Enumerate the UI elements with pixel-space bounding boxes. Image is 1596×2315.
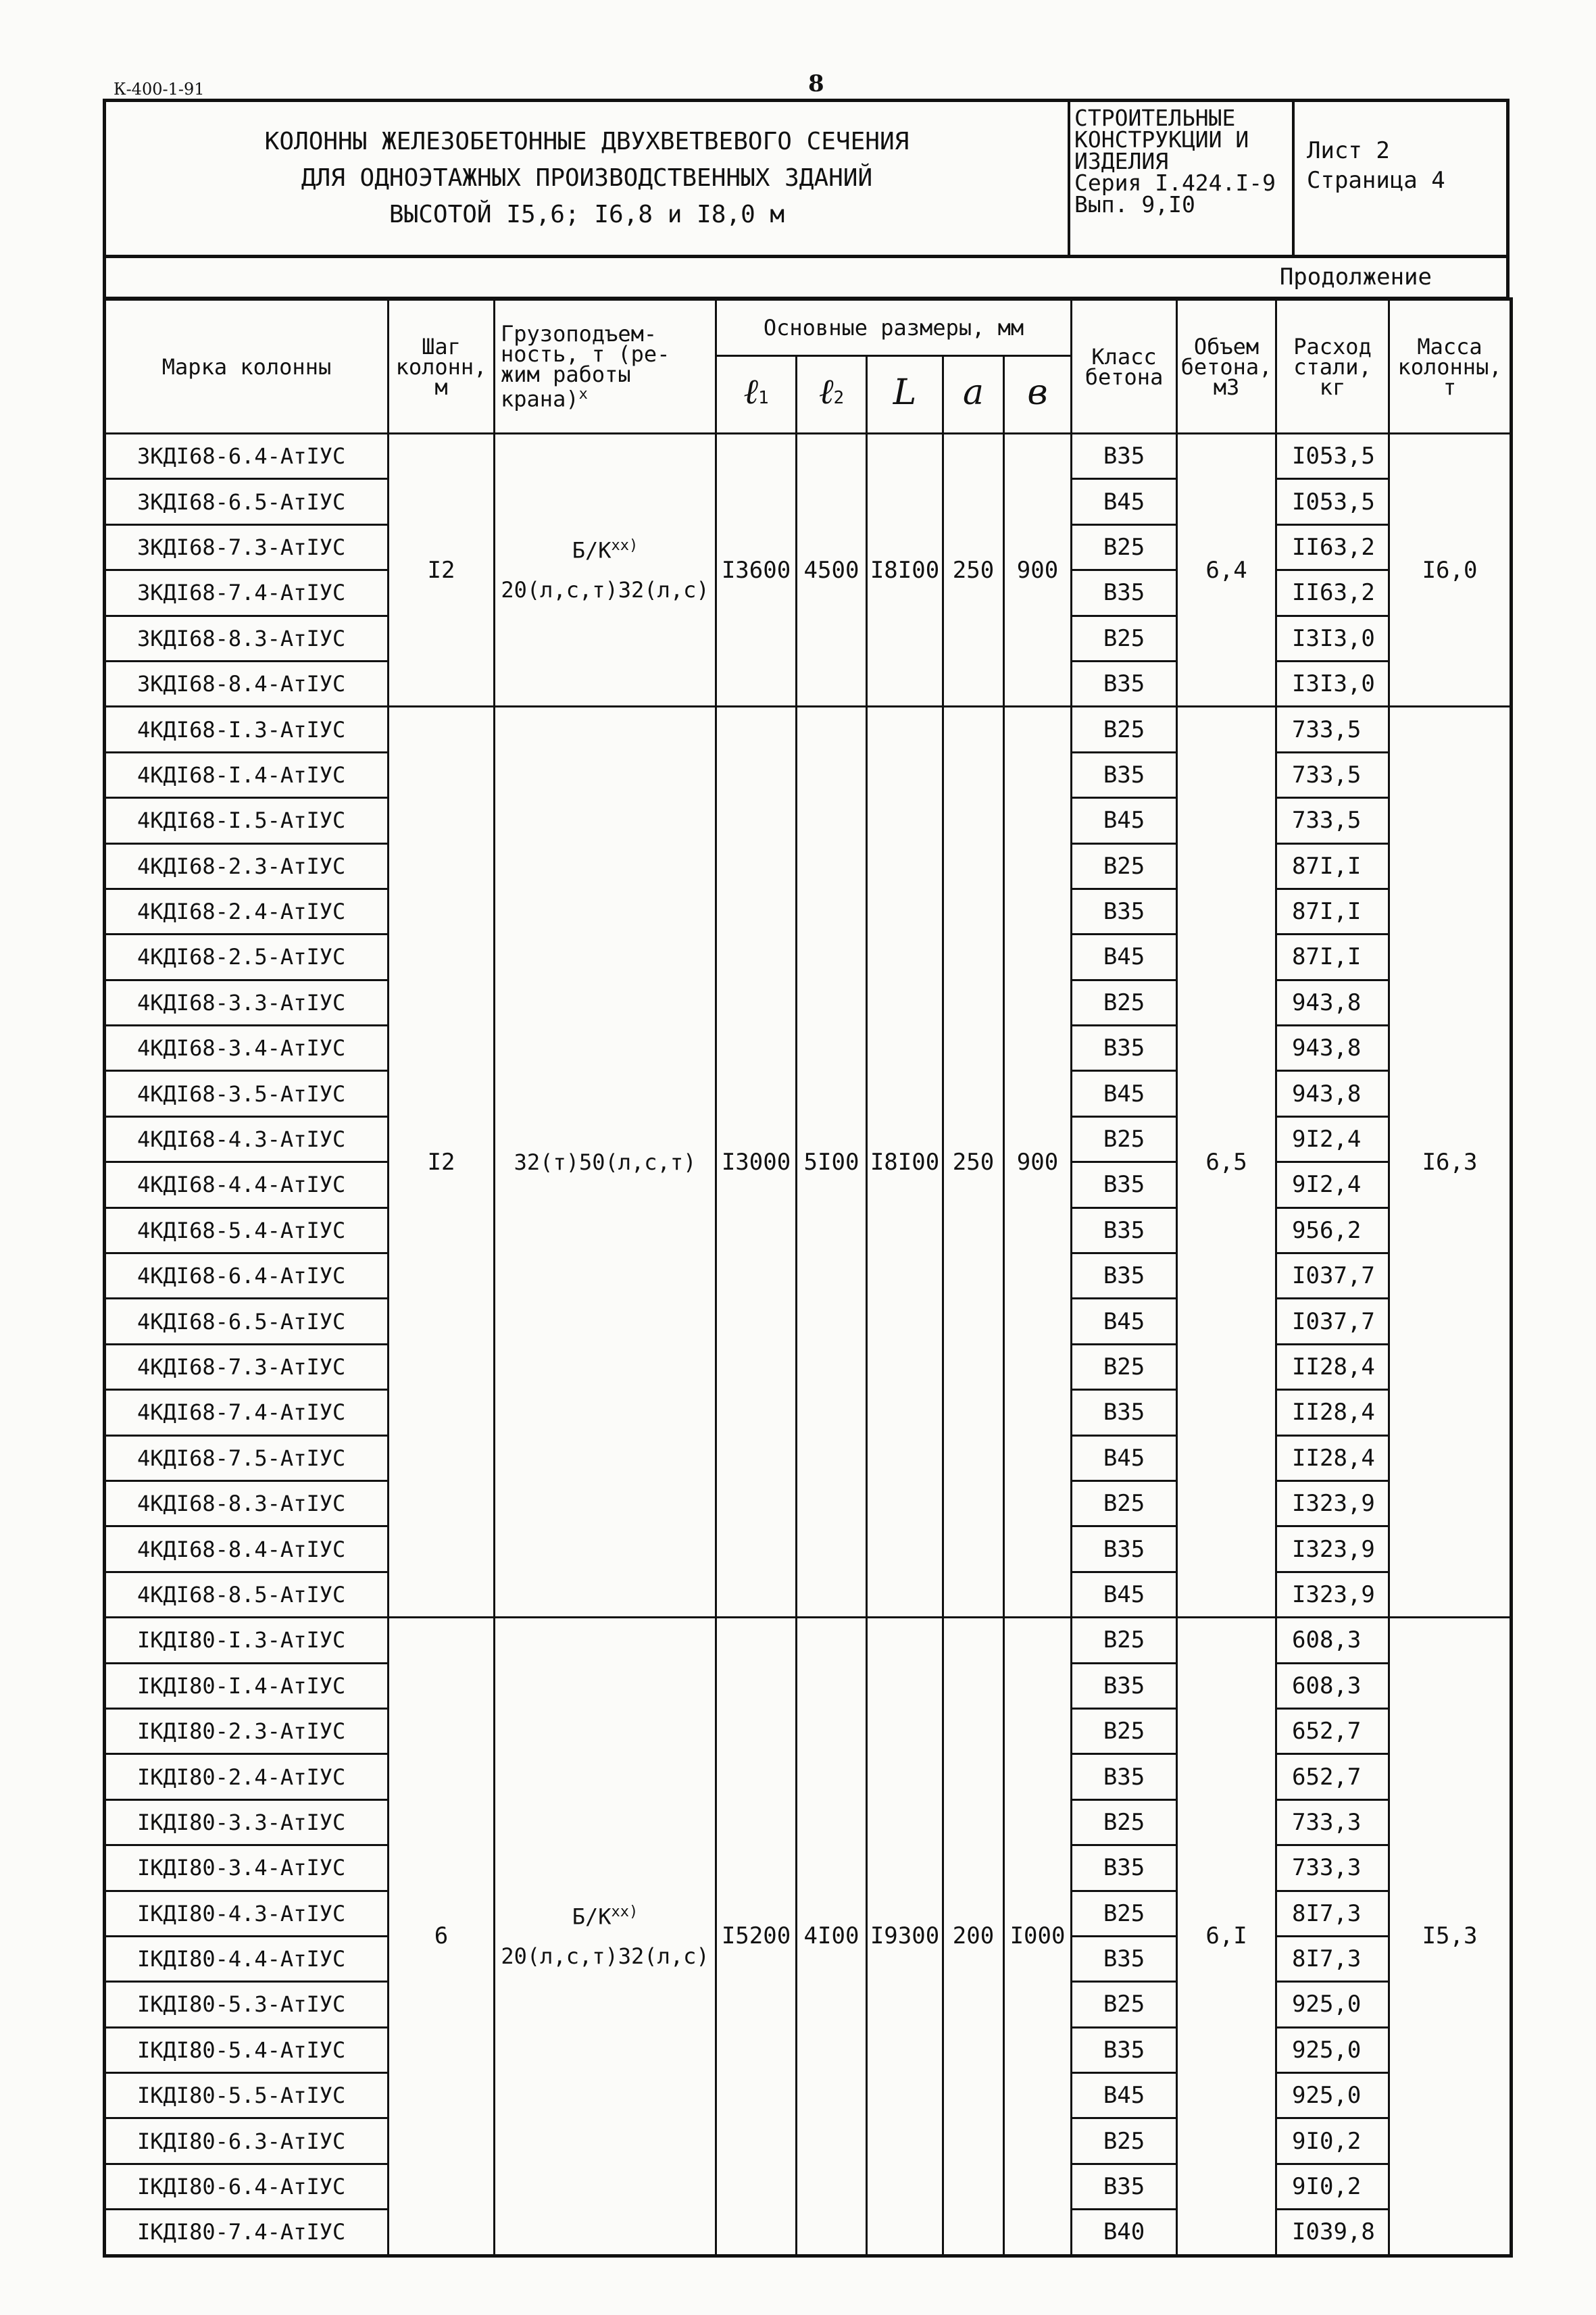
steel-consumption: II28,4 (1276, 1435, 1389, 1480)
page-number: 8 (808, 70, 824, 97)
column-mark: 3КДI68-6.5-АтIУС (105, 479, 389, 524)
steel-consumption: 9I2,4 (1276, 1162, 1389, 1208)
dim-l1: I3000 (716, 707, 797, 1618)
concrete-class: В35 (1072, 752, 1177, 797)
column-mark: 3КДI68-7.4-АтIУС (105, 570, 389, 616)
column-mark: 4КДI68-5.4-АтIУС (105, 1208, 389, 1253)
column-mark: 4КДI68-4.3-АтIУС (105, 1116, 389, 1162)
concrete-class: В25 (1072, 2118, 1177, 2164)
dim-subscript: 1 (758, 387, 769, 408)
crane-mode (495, 1903, 715, 1930)
col-header-l1 (716, 356, 797, 434)
dim-l1: I3600 (716, 434, 797, 707)
column-mark: 3КДI68-7.3-АтIУС (105, 524, 389, 570)
column-mark: 4КДI68-I.4-АтIУС (105, 752, 389, 797)
column-mark: IКДI80-4.4-АтIУС (105, 1936, 389, 1981)
col-header-a (943, 356, 1004, 434)
steel-consumption: II63,2 (1276, 570, 1389, 616)
dim-symbol: L (893, 372, 917, 413)
col-header-step: Шаг колонн, м (389, 299, 495, 434)
concrete-class: В35 (1072, 1526, 1177, 1572)
concrete-class: В35 (1072, 570, 1177, 616)
column-mark: IКДI80-I.4-АтIУС (105, 1663, 389, 1708)
crane-mode (495, 537, 715, 564)
dim-L: I8I00 (867, 707, 943, 1618)
steel-consumption: I3I3,0 (1276, 616, 1389, 661)
steel-consumption: II63,2 (1276, 524, 1389, 570)
concrete-class: В45 (1072, 935, 1177, 980)
steel-consumption: 733,5 (1276, 707, 1389, 752)
sheet-info (1295, 102, 1506, 255)
dim-L: I9300 (867, 1618, 943, 2256)
column-mark: IКДI80-5.4-АтIУС (105, 2027, 389, 2072)
crane-capacity (495, 434, 716, 707)
series-info (1070, 102, 1295, 255)
concrete-volume: 6,I (1177, 1618, 1276, 2256)
table-row (105, 707, 1512, 752)
column-mark: 4КДI68-7.3-АтIУС (105, 1344, 389, 1389)
concrete-class: В45 (1072, 2073, 1177, 2118)
concrete-class: В35 (1072, 1208, 1177, 1253)
concrete-class: В35 (1072, 2164, 1177, 2209)
crane-mode-text: Б/К (572, 538, 612, 564)
dim-a: 200 (943, 1618, 1004, 2256)
column-mark: 4КДI68-4.4-АтIУС (105, 1162, 389, 1208)
dim-symbol: в (1027, 372, 1048, 413)
steel-consumption: II28,4 (1276, 1390, 1389, 1435)
column-mark: IКДI80-6.3-АтIУС (105, 2118, 389, 2164)
column-mark: IКДI80-6.4-АтIУС (105, 2164, 389, 2209)
table-row (105, 1618, 1512, 1663)
concrete-class: В35 (1072, 1754, 1177, 1799)
column-mass: I6,3 (1389, 707, 1512, 1618)
steel-consumption: I053,5 (1276, 434, 1389, 479)
dim-symbol: ℓ (743, 371, 758, 412)
capacity-line: крана) (501, 386, 579, 412)
steel-consumption: 733,5 (1276, 752, 1389, 797)
steel-consumption: 652,7 (1276, 1754, 1389, 1799)
concrete-class: В25 (1072, 524, 1177, 570)
concrete-class: В25 (1072, 616, 1177, 661)
concrete-class: В45 (1072, 1435, 1177, 1480)
page-label: Страница 4 (1307, 167, 1445, 194)
concrete-volume: 6,5 (1177, 707, 1276, 1618)
document-title (106, 102, 1070, 255)
crane-mode-footnote: xx) (611, 537, 639, 555)
concrete-class: В25 (1072, 1344, 1177, 1389)
dim-symbol: ℓ (818, 371, 834, 412)
steel-consumption: 733,3 (1276, 1845, 1389, 1891)
column-mark: 3КДI68-6.4-АтIУС (105, 434, 389, 479)
sheet-label: Лист 2 (1307, 137, 1390, 164)
concrete-class: В25 (1072, 1891, 1177, 1936)
col-header-capacity (495, 299, 716, 434)
concrete-class: В25 (1072, 980, 1177, 1025)
concrete-class: В35 (1072, 889, 1177, 934)
steel-consumption: 943,8 (1276, 980, 1389, 1025)
concrete-class: В35 (1072, 1162, 1177, 1208)
col-header-L (867, 356, 943, 434)
column-mark: 3КДI68-8.3-АтIУС (105, 616, 389, 661)
steel-consumption: 943,8 (1276, 1071, 1389, 1116)
dim-l2: 4I00 (797, 1618, 867, 2256)
series-line: КОНСТРУКЦИИ И (1074, 126, 1249, 153)
column-mass: I6,0 (1389, 434, 1512, 707)
concrete-class: В25 (1072, 1799, 1177, 1845)
continuation-row (103, 258, 1510, 300)
steel-consumption: 608,3 (1276, 1618, 1389, 1663)
concrete-class: В35 (1072, 434, 1177, 479)
steel-consumption: I053,5 (1276, 479, 1389, 524)
column-mark: IКДI80-3.4-АтIУС (105, 1845, 389, 1891)
crane-capacity (495, 1618, 716, 2256)
series-line: ИЗДЕЛИЯ (1074, 148, 1169, 174)
dim-l2: 5I00 (797, 707, 867, 1618)
column-mark: 4КДI68-3.3-АтIУС (105, 980, 389, 1025)
crane-capacity (495, 707, 716, 1618)
column-mark: 4КДI68-3.4-АтIУС (105, 1026, 389, 1071)
column-mark: 4КДI68-6.4-АтIУС (105, 1253, 389, 1299)
dim-a: 250 (943, 434, 1004, 707)
capacity-footnote: x (578, 386, 588, 403)
steel-consumption: 925,0 (1276, 2073, 1389, 2118)
dim-b: I000 (1004, 1618, 1072, 2256)
dim-b: 900 (1004, 707, 1072, 1618)
steel-consumption: 87I,I (1276, 889, 1389, 934)
concrete-class: В45 (1072, 798, 1177, 843)
concrete-class: В40 (1072, 2210, 1177, 2256)
column-step: 6 (389, 1618, 495, 2256)
column-mark: 4КДI68-2.5-АтIУС (105, 935, 389, 980)
steel-consumption: I039,8 (1276, 2210, 1389, 2256)
document-code: К-400-1-91 (114, 80, 205, 99)
crane-mode-footnote: xx) (611, 1903, 639, 1921)
steel-consumption: 608,3 (1276, 1663, 1389, 1708)
columns-spec-table (103, 297, 1513, 2258)
col-header-volume: Объем бетона, м3 (1177, 299, 1276, 434)
steel-consumption: I323,9 (1276, 1480, 1389, 1526)
column-mark: 4КДI68-8.5-АтIУС (105, 1572, 389, 1617)
concrete-class: В25 (1072, 707, 1177, 752)
concrete-class: В35 (1072, 661, 1177, 706)
concrete-class: В35 (1072, 1253, 1177, 1299)
steel-consumption: 8I7,3 (1276, 1936, 1389, 1981)
steel-consumption: 956,2 (1276, 1208, 1389, 1253)
dim-l1: I5200 (716, 1618, 797, 2256)
concrete-class: В25 (1072, 1982, 1177, 2027)
continuation-label: Продолжение (1279, 264, 1432, 291)
column-mark: 4КДI68-3.5-АтIУС (105, 1071, 389, 1116)
column-mark: IКДI80-I.3-АтIУС (105, 1618, 389, 1663)
concrete-class: В25 (1072, 1480, 1177, 1526)
crane-mode-text: Б/К (572, 1903, 612, 1930)
crane-capacity-value: 20(л,с,т)32(л,с) (501, 1943, 709, 1969)
concrete-class: В35 (1072, 1845, 1177, 1891)
dim-subscript: 2 (833, 387, 845, 408)
title-line: КОЛОННЫ ЖЕЛЕЗОБЕТОННЫЕ ДВУХВЕТВЕВОГО СЕЧЕНИЯ (264, 128, 909, 155)
steel-consumption: 733,3 (1276, 1799, 1389, 1845)
col-header-mass: Масса колонны, т (1389, 299, 1512, 434)
steel-consumption: I037,7 (1276, 1253, 1389, 1299)
column-mark: IКДI80-5.5-АтIУС (105, 2073, 389, 2118)
steel-consumption: 87I,I (1276, 935, 1389, 980)
column-mark: 4КДI68-8.4-АтIУС (105, 1526, 389, 1572)
column-step: I2 (389, 434, 495, 707)
concrete-class: В45 (1072, 1572, 1177, 1617)
column-mark: 4КДI68-6.5-АтIУС (105, 1299, 389, 1344)
col-header-b (1004, 356, 1072, 434)
concrete-class: В25 (1072, 1116, 1177, 1162)
col-header-l2 (797, 356, 867, 434)
capacity-line: ность, т (ре- (501, 341, 670, 368)
steel-consumption: I323,9 (1276, 1572, 1389, 1617)
concrete-class: В25 (1072, 843, 1177, 889)
col-header-steel: Расход стали, кг (1276, 299, 1389, 434)
column-mark: IКДI80-7.4-АтIУС (105, 2210, 389, 2256)
table-body (105, 434, 1512, 2256)
steel-consumption: 733,5 (1276, 798, 1389, 843)
steel-consumption: I323,9 (1276, 1526, 1389, 1572)
steel-consumption: 9I2,4 (1276, 1116, 1389, 1162)
steel-consumption: II28,4 (1276, 1344, 1389, 1389)
column-step: I2 (389, 707, 495, 1618)
dim-symbol: a (962, 372, 984, 413)
concrete-class: В35 (1072, 1026, 1177, 1071)
steel-consumption: 943,8 (1276, 1026, 1389, 1071)
steel-consumption: 9I0,2 (1276, 2164, 1389, 2209)
concrete-class: В35 (1072, 2027, 1177, 2072)
concrete-class: В35 (1072, 1936, 1177, 1981)
dim-L: I8I00 (867, 434, 943, 707)
concrete-volume: 6,4 (1177, 434, 1276, 707)
steel-consumption: 9I0,2 (1276, 2118, 1389, 2164)
series-line: Вып. 9,I0 (1074, 191, 1195, 218)
column-mark: 4КДI68-8.3-АтIУС (105, 1480, 389, 1526)
concrete-class: В45 (1072, 479, 1177, 524)
concrete-class: В35 (1072, 1663, 1177, 1708)
crane-capacity-value: 32(т)50(л,с,т) (514, 1149, 697, 1175)
table-row (105, 434, 1512, 479)
steel-consumption: 925,0 (1276, 1982, 1389, 2027)
steel-consumption: I3I3,0 (1276, 661, 1389, 706)
concrete-class: В45 (1072, 1071, 1177, 1116)
capacity-line: Грузоподъем- (501, 321, 657, 347)
series-line: СТРОИТЕЛЬНЫЕ (1074, 105, 1236, 131)
dim-l2: 4500 (797, 434, 867, 707)
concrete-class: В25 (1072, 1708, 1177, 1753)
concrete-class: В25 (1072, 1618, 1177, 1663)
steel-consumption: I037,7 (1276, 1299, 1389, 1344)
title-line: ДЛЯ ОДНОЭТАЖНЫХ ПРОИЗВОДСТВЕННЫХ ЗДАНИЙ (301, 164, 873, 192)
col-header-mark: Марка колонны (105, 299, 389, 434)
column-mark: IКДI80-4.3-АтIУС (105, 1891, 389, 1936)
steel-consumption: 87I,I (1276, 843, 1389, 889)
col-header-concrete: Класс бетона (1072, 299, 1177, 434)
crane-capacity-value: 20(л,с,т)32(л,с) (501, 577, 709, 603)
column-mark: IКДI80-3.3-АтIУС (105, 1799, 389, 1845)
column-mark: 4КДI68-7.5-АтIУС (105, 1435, 389, 1480)
column-mark: 4КДI68-2.3-АтIУС (105, 843, 389, 889)
concrete-class: В45 (1072, 1299, 1177, 1344)
column-mark: 4КДI68-I.5-АтIУС (105, 798, 389, 843)
dim-a: 250 (943, 707, 1004, 1618)
steel-consumption: 652,7 (1276, 1708, 1389, 1753)
column-mark: IКДI80-2.3-АтIУС (105, 1708, 389, 1753)
column-mark: IКДI80-5.3-АтIУС (105, 1982, 389, 2027)
column-mass: I5,3 (1389, 1618, 1512, 2256)
capacity-line: жим работы (501, 362, 631, 388)
series-line: Серия I.424.I-9 (1074, 170, 1276, 196)
steel-consumption: 925,0 (1276, 2027, 1389, 2072)
concrete-class: В35 (1072, 1390, 1177, 1435)
title-block (103, 99, 1510, 258)
col-header-dimensions: Основные размеры, мм (716, 299, 1072, 356)
column-mark: IКДI80-2.4-АтIУС (105, 1754, 389, 1799)
dim-b: 900 (1004, 434, 1072, 707)
title-line: ВЫСОТОЙ I5,6; I6,8 и I8,0 м (389, 201, 785, 228)
column-mark: 4КДI68-2.4-АтIУС (105, 889, 389, 934)
column-mark: 4КДI68-I.3-АтIУС (105, 707, 389, 752)
column-mark: 3КДI68-8.4-АтIУС (105, 661, 389, 706)
steel-consumption: 8I7,3 (1276, 1891, 1389, 1936)
column-mark: 4КДI68-7.4-АтIУС (105, 1390, 389, 1435)
